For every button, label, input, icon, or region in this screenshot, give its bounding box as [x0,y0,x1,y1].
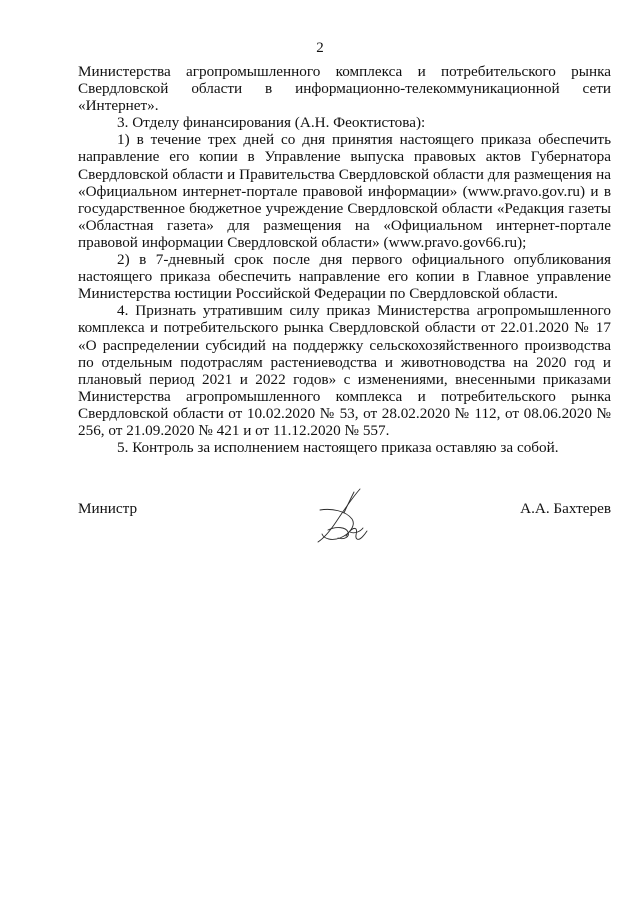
signature-block [78,486,611,546]
paragraph-item-3-2: 2) в 7-дневный срок после дня первого официального опубликования настоящего приказа обеспечить направление его копии в Главное управление Министерства юстиции Российской Федерации по Свердловской области. [78,251,611,303]
document-body [78,63,611,456]
signatory-title: Министр [78,500,138,517]
paragraph-continuation: Министерства агропромышленного комплекса и потребительского рынка Свердловской области в информационно-телекоммуникационной сети «Интернет». [78,63,611,115]
paragraph-item-3-1: 1) в течение трех дней со дня принятия настоящего приказа обеспечить направление его копии в Управление выпуска правовых актов Губернатора Свердловской области и Правительства Свердловской области для размещения на «Официальном интернет-портале правовой информации» (www.pravo.gov.ru) и в государственное бюджетное учреждение Свердловской области «Редакция газеты «Областная газета» для размещения на «Официальном интернет-портале правовой информации Свердловской области» (www.pravo.gov66.ru); [78,131,611,251]
paragraph-item-4: 4. Признать утратившим силу приказ Министерства агропромышленного комплекса и потребительского рынка Свердловской области от 22.01.2020 № 17 «О распределении субсидий на поддержку сельскохозяйственного производства по отдельным подотраслям растениеводства и животноводства на 2020 год и плановый период 2021 и 2022 годов» с изменениями, внесенными приказами Министерства агропромышленного комплекса и потребительского рынка Свердловской области от 10.02.2020 № 53, от 28.02.2020 № 112, от 08.06.2020 № 256, от 21.09.2020 № 421 и от 11.12.2020 № 557. [78,302,611,439]
paragraph-item-5: 5. Контроль за исполнением настоящего приказа оставляю за собой. [117,439,559,457]
page-number: 2 [316,40,324,56]
handwritten-signature-icon [310,486,374,546]
paragraph-item-3: 3. Отделу финансирования (А.Н. Феоктистова): [117,114,426,132]
signatory-name: А.А. Бахтерев [520,500,611,517]
